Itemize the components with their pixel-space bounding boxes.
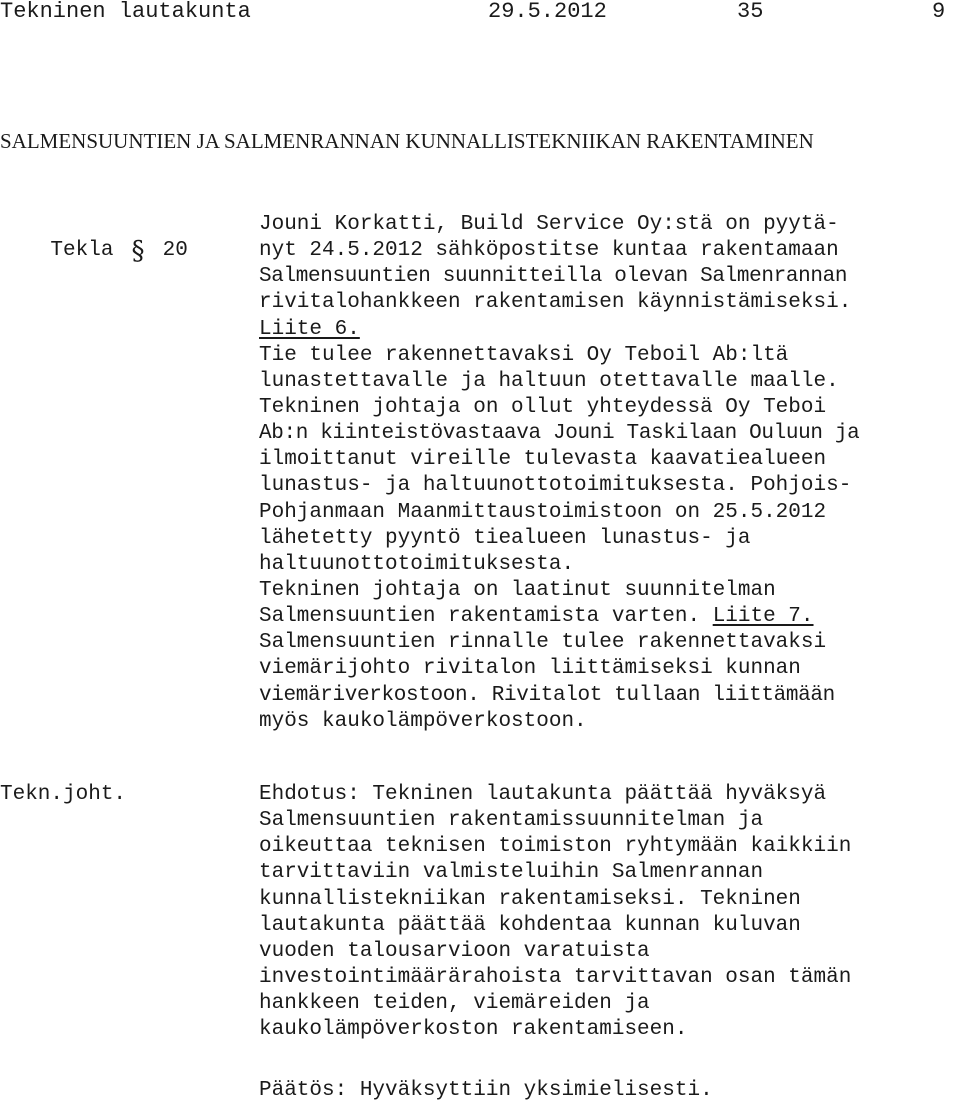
decision-line: Päätös: Hyväksyttiin yksimielisesti. bbox=[259, 1079, 713, 1102]
proposal-label: Tekn.joht. bbox=[0, 783, 127, 806]
text-line: ilmoittanut vireille tulevasta kaavatiealueen bbox=[259, 448, 827, 472]
attachment-7-link[interactable]: Liite 7. bbox=[712, 605, 814, 629]
text-line bbox=[259, 604, 960, 630]
text-line: kunnallistekniikan rakentamiseksi. Tekninen bbox=[259, 887, 801, 911]
text-line: Pohjanmaan Maanmittaustoimistoon on 25.5.2012 bbox=[259, 500, 827, 524]
proposal-text bbox=[259, 782, 960, 1043]
text-line: Ehdotus: Tekninen lautakunta päättää hyväksyä bbox=[259, 783, 827, 806]
text-line: lunastettavalle ja haltuun otettavalle maalle. bbox=[259, 369, 839, 393]
text-line: hankkeen teiden, viemäreiden ja bbox=[259, 992, 650, 1016]
text-line bbox=[259, 317, 960, 343]
text-line: rivitalohankkeen rakentamisen käynnistämiseksi. bbox=[259, 291, 852, 315]
text-line: lähetetty pyyntö tiealueen lunastus- ja bbox=[259, 526, 751, 550]
text-line: Jouni Korkatti, Build Service Oy:stä on pyytä- bbox=[259, 213, 839, 236]
text-line: lautakunta päättää kohdentaa kunnan kuluvan bbox=[259, 913, 801, 937]
document-title: SALMENSUUNTIEN JA SALMENRANNAN KUNNALLISTEKNIIKAN RAKENTAMINEN bbox=[0, 129, 814, 153]
text-line: nyt 24.5.2012 sähköpostitse kuntaa rakentamaan bbox=[259, 239, 839, 263]
text-line: Salmensuuntien suunnitteilla olevan Salmenrannan bbox=[259, 265, 848, 289]
text-line: Salmensuuntien rakentamissuunnitelman ja bbox=[259, 809, 764, 833]
text-line: Salmensuuntien rinnalle tulee rakennettavaksi bbox=[259, 631, 827, 655]
reference-number: 20 bbox=[162, 239, 188, 262]
section-sign-icon: § bbox=[131, 236, 145, 266]
section-number: 35 bbox=[737, 0, 764, 24]
text-line: kaukolämpöverkoston rakentamiseen. bbox=[259, 1018, 688, 1042]
text-line: tarvittaviin valmisteluihin Salmenrannan bbox=[259, 861, 764, 885]
text-line: haltuunottotoimituksesta. bbox=[259, 552, 575, 576]
text-line: viemärijohto rivitalon liittämiseksi kunnan bbox=[259, 657, 801, 681]
text-line: Tie tulee rakennettavaksi Oy Teboil Ab:ltä bbox=[259, 343, 789, 367]
text-line-start: Salmensuuntien rakentamista varten. bbox=[259, 605, 713, 629]
page-header bbox=[0, 0, 960, 27]
decision-text bbox=[259, 1078, 960, 1104]
text-line: Tekninen johtaja on ollut yhteydessä Oy Teboi bbox=[259, 395, 827, 419]
text-line: investointimäärärahoista tarvittavan osan tämän bbox=[259, 965, 852, 989]
reference-prefix: Tekla bbox=[50, 239, 114, 262]
text-line: viemäriverkostoon. Rivitalot tullaan liittämään bbox=[259, 683, 835, 707]
board-name: Tekninen lautakunta bbox=[0, 0, 251, 24]
text-line: vuoden talousarvioon varatuista bbox=[259, 939, 650, 963]
text-line: Ab:n kiinteistövastaava Jouni Taskilaan Ouluun ja bbox=[259, 422, 860, 446]
meeting-date: 29.5.2012 bbox=[488, 0, 607, 24]
text-line: myös kaukolämpöverkostoon. bbox=[259, 709, 587, 733]
attachment-6-link[interactable]: Liite 6. bbox=[259, 317, 360, 341]
page-number: 9 bbox=[932, 0, 946, 24]
text-line: Tekninen johtaja on laatinut suunnitelman bbox=[259, 578, 776, 602]
text-line: oikeuttaa teknisen toimiston ryhtymään kaikkiin bbox=[259, 835, 852, 859]
text-line: lunastus- ja haltuunottotoimituksesta. Pohjois- bbox=[259, 474, 852, 498]
main-text bbox=[259, 212, 960, 735]
reference-label bbox=[0, 212, 188, 290]
